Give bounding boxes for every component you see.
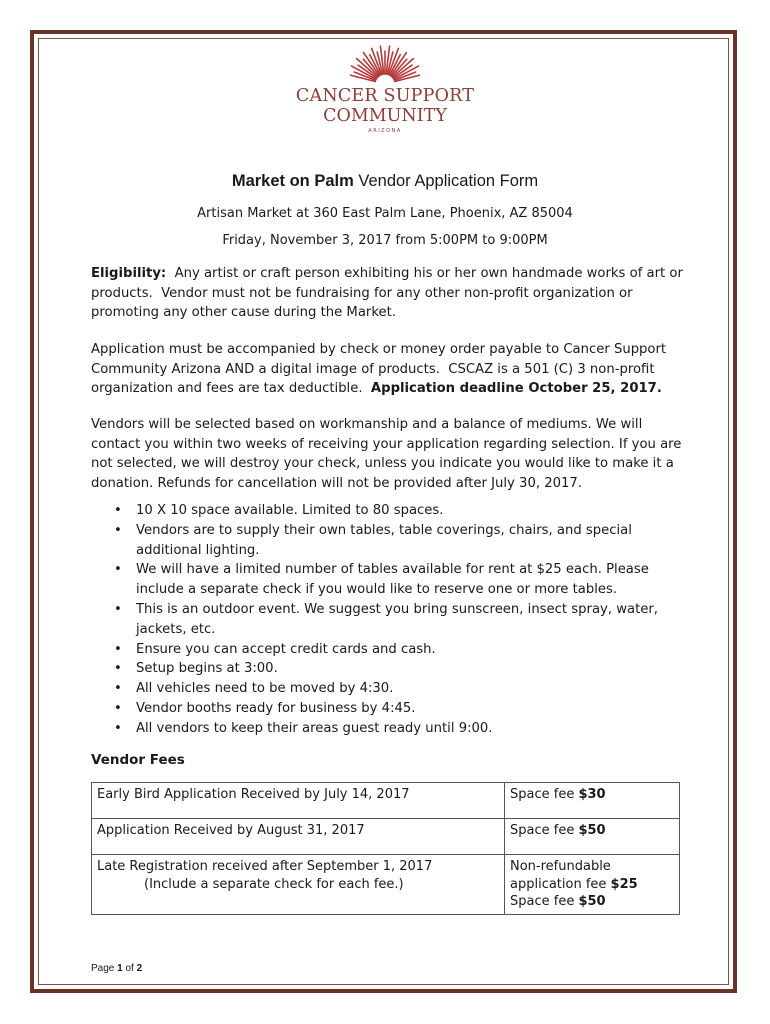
page-number	[91, 963, 142, 974]
fee-amount	[505, 783, 680, 819]
bullet-icon: •	[114, 601, 122, 617]
page-label: Page	[91, 963, 118, 974]
vendor-fees-table	[91, 782, 680, 915]
bullet-icon: •	[114, 700, 122, 716]
application-paragraph	[91, 340, 691, 399]
fee-description-line2: (Include a separate check for each fee.)	[144, 876, 404, 892]
fee-value: $25	[610, 876, 638, 892]
list-item	[91, 560, 691, 600]
fee-label: Space fee	[510, 823, 579, 838]
bullet-icon: •	[114, 503, 122, 518]
fee-value: $50	[578, 823, 606, 838]
fee-description	[92, 855, 505, 915]
eligibility-paragraph	[91, 264, 691, 323]
form-title-rest: Vendor Application Form	[353, 172, 539, 190]
fee-label: Space fee	[510, 894, 579, 909]
organization-logo	[285, 42, 485, 147]
list-item	[91, 521, 691, 561]
list-item	[91, 600, 691, 640]
bullet-icon: •	[114, 562, 122, 578]
fee-description-line1: Late Registration received after September 1, 2017	[97, 859, 433, 874]
page-total: 2	[136, 963, 143, 974]
fee-value: $30	[578, 787, 606, 802]
event-date: Friday, November 3, 2017 from 5:00PM to 9:00PM	[222, 233, 548, 248]
fee-value: $50	[578, 894, 606, 909]
list-item	[91, 719, 691, 739]
list-item-text: Vendor booths ready for business by 4:45.	[136, 700, 416, 716]
eligibility-text: Any artist or craft person exhibiting his or her own handmade works of art or products. Vendor must not be fundraising for any other non-profit organization or promoting any other cause during the Market.	[91, 266, 688, 320]
list-item	[91, 679, 691, 699]
bullet-icon: •	[114, 641, 122, 657]
eligibility-label: Eligibility:	[91, 266, 167, 281]
selection-paragraph: Vendors will be selected based on workmanship and a balance of mediums. We will contact you within two weeks of receiving your application regarding selection. If you are not selected, we will destroy your check, unless you indicate you would like to make it a donation. Refunds for cancellation will not be provided after July 30, 2017.	[91, 417, 682, 491]
bullet-icon: •	[114, 681, 122, 697]
logo-text-line3: ARIZONA	[368, 128, 402, 134]
bullet-icon: •	[114, 720, 122, 736]
list-item-text: All vehicles need to be moved by 4:30.	[136, 681, 394, 697]
fee-label: application fee	[510, 876, 611, 892]
list-item-text: All vendors to keep their areas guest ready until 9:00.	[136, 720, 493, 736]
fee-line1: Non-refundable	[510, 859, 611, 874]
form-title	[0, 172, 770, 191]
list-item-text: 10 X 10 space available. Limited to 80 spaces.	[136, 503, 444, 518]
list-item	[91, 699, 691, 719]
bullet-icon: •	[114, 522, 122, 538]
form-title-bold: Market on Palm	[231, 172, 354, 190]
logo-text-line1: CANCER SUPPORT	[295, 86, 475, 106]
event-location: Artisan Market at 360 East Palm Lane, Phoenix, AZ 85004	[197, 206, 573, 221]
fee-description: Application Received by August 31, 2017	[92, 819, 505, 855]
logo-text-line2: COMMUNITY	[323, 106, 447, 126]
list-item	[91, 501, 691, 521]
bullet-icon: •	[114, 661, 122, 677]
page-current: 1	[117, 963, 123, 974]
application-text: Application must be accompanied by check or money order payable to Cancer Support Community Arizona AND a digital image of products. CSCAZ is a 501 (C) 3 non-profit organization and fees are tax deductible.	[91, 342, 671, 396]
fee-amount	[505, 819, 680, 855]
vendor-rules-list	[91, 501, 691, 739]
table-row	[92, 819, 680, 855]
list-item	[91, 659, 691, 679]
list-item-text: Ensure you can accept credit cards and cash.	[136, 641, 436, 657]
application-deadline: Application deadline October 25, 2017.	[370, 381, 662, 396]
vendor-fees-heading: Vendor Fees	[91, 752, 185, 768]
table-row	[92, 783, 680, 819]
fee-amount	[505, 855, 680, 915]
list-item-text: Setup begins at 3:00.	[136, 661, 278, 677]
sunburst-logo-icon	[350, 42, 420, 84]
table-row	[92, 855, 680, 915]
list-item-text: This is an outdoor event. We suggest you bring sunscreen, insect spray, water, jackets, etc.	[136, 601, 658, 637]
list-item-text: Vendors are to supply their own tables, table coverings, chairs, and special additional lighting.	[136, 522, 632, 558]
page-of: of	[122, 963, 137, 974]
fee-label: Space fee	[510, 787, 579, 802]
list-item	[91, 640, 691, 660]
fee-description: Early Bird Application Received by July 14, 2017	[92, 783, 505, 819]
list-item-text: We will have a limited number of tables available for rent at $25 each. Please include a separate check if you would like to reserve one or more tables.	[136, 562, 649, 598]
